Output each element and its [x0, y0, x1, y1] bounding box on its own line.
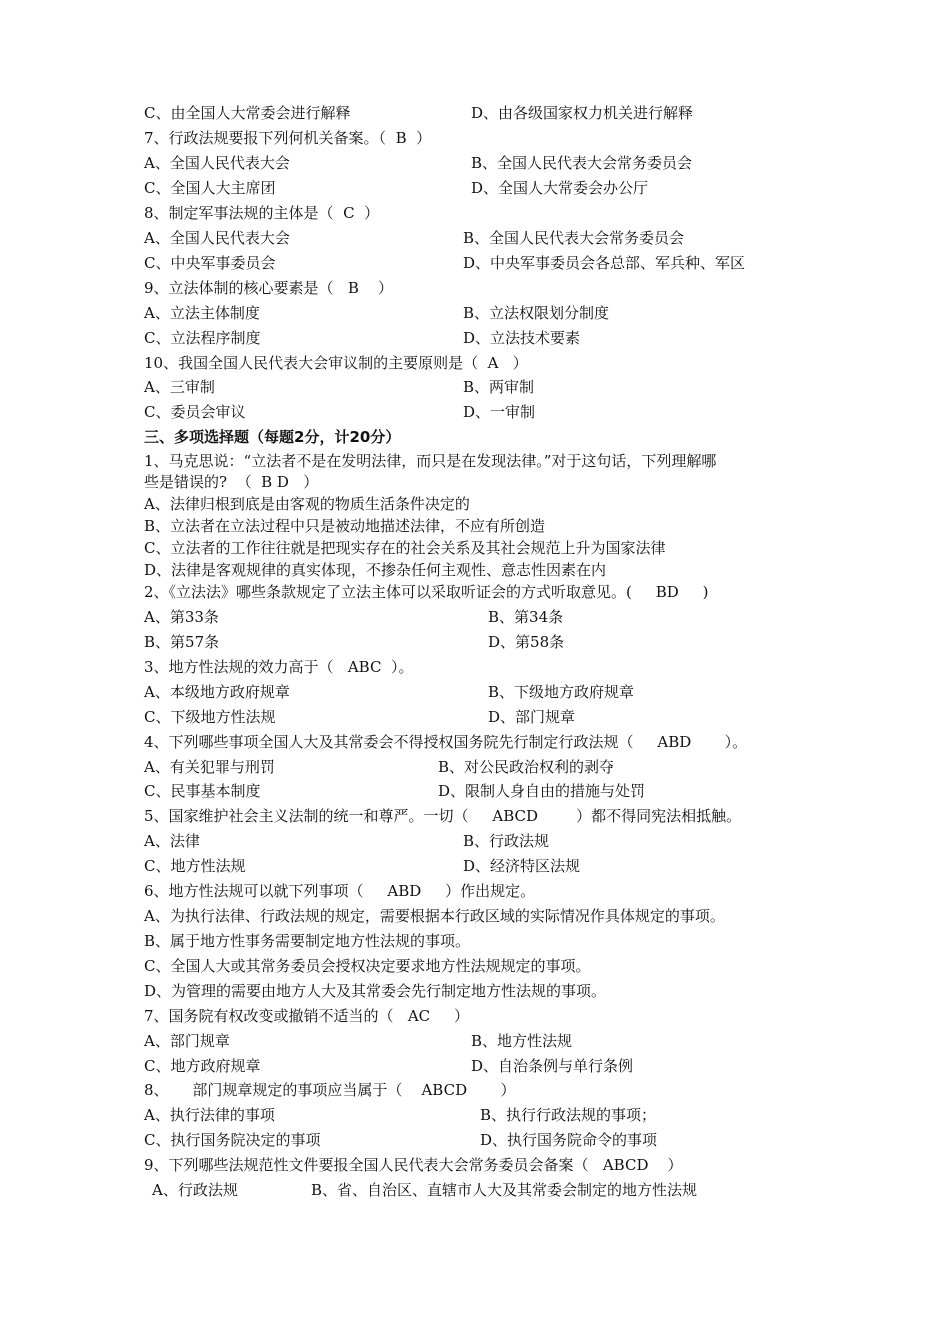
option-c: C、由全国人大常委会进行解释: [144, 104, 351, 122]
sc-question-9: 9、立法体制的核心要素是（ B ）: [144, 279, 393, 297]
option-d: D、执行国务院命令的事项: [480, 1131, 658, 1149]
option-c: C、立法程序制度: [144, 329, 261, 347]
option-a: A、有关犯罪与刑罚: [144, 758, 275, 776]
section-heading: 三、多项选择题（每题2分，计20分）: [144, 428, 401, 446]
option-d: D、法律是客观规律的真实体现，不掺杂任何主观性、意志性因素在内: [144, 561, 607, 579]
option-d: D、自治条例与单行条例: [471, 1057, 634, 1075]
option-c: C、委员会审议: [144, 403, 246, 421]
option-b: B、省、自治区、直辖市人大及其常委会制定的地方性法规: [311, 1181, 698, 1199]
option-d: D、中央军事委员会各总部、军兵种、军区: [463, 254, 746, 272]
option-a: A、立法主体制度: [144, 304, 260, 322]
mc-q9-options-ab: [152, 1180, 698, 1260]
mc-question-1-line2: 些是错误的? （ B D ）: [144, 473, 319, 491]
option-c: C、民事基本制度: [144, 782, 261, 800]
option-a: A、法律: [144, 832, 200, 850]
option-b: B、地方性法规: [471, 1032, 573, 1050]
option-a: A、本级地方政府规章: [144, 683, 290, 701]
option-a: A、执行法律的事项: [144, 1106, 275, 1124]
sc-question-10: 10、我国全国人民代表大会审议制的主要原则是（ A ）: [144, 354, 528, 372]
option-a: A、第33条: [144, 608, 219, 626]
mc-question-8: 8、 部门规章规定的事项应当属于（ ABCD ）: [144, 1081, 516, 1099]
option-a: A、部门规章: [144, 1032, 230, 1050]
mc-question-6: 6、地方性法规可以就下列事项（ ABD ）作出规定。: [144, 882, 536, 900]
option-d: D、部门规章: [488, 708, 576, 726]
mc-question-1-line1: 1、马克思说：“立法者不是在发明法律，而只是在发现法律。”对于这句话，下列理解哪: [144, 452, 717, 470]
sc-question-8: 8、制定军事法规的主体是（ C ）: [144, 204, 380, 222]
option-b: B、对公民政治权利的剥夺: [438, 758, 615, 776]
mc-question-5: 5、国家维护社会主义法制的统一和尊严。一切（ ABCD ）都不得同宪法相抵触。: [144, 807, 742, 825]
option-d: D、限制人身自由的措施与处罚: [438, 782, 646, 800]
option-a: A、全国人民代表大会: [144, 154, 290, 172]
option-b: B、下级地方政府规章: [488, 683, 635, 701]
option-b: B、立法权限划分制度: [463, 304, 610, 322]
mc-question-7: 7、国务院有权改变或撤销不适当的（ AC ）: [144, 1007, 469, 1025]
option-c: B、第57条: [144, 633, 220, 651]
option-c: C、执行国务院决定的事项: [144, 1131, 321, 1149]
option-d: D、由各级国家权力机关进行解释: [471, 104, 694, 122]
option-d: D、立法技术要素: [463, 329, 581, 347]
option-c: C、下级地方性法规: [144, 708, 276, 726]
option-d: D、一审制: [463, 403, 536, 421]
option-b: B、行政法规: [463, 832, 550, 850]
option-c: C、地方性法规: [144, 857, 246, 875]
sc-question-7: 7、行政法规要报下列何机关备案。（ B ）: [144, 129, 432, 147]
option-a: A、三审制: [144, 378, 215, 396]
mc-question-3: 3、地方性法规的效力高于（ ABC ）。: [144, 658, 414, 676]
option-b: B、两审制: [463, 378, 535, 396]
option-d: D、全国人大常委会办公厅: [471, 179, 649, 197]
option-b: B、立法者在立法过程中只是被动地描述法律，不应有所创造: [144, 517, 546, 535]
option-d: D、第58条: [488, 633, 565, 651]
mc-question-9: 9、下列哪些法规范性文件要报全国人民代表大会常务委员会备案（ ABCD ）: [144, 1156, 683, 1174]
option-b: B、执行行政法规的事项；: [480, 1106, 657, 1124]
option-a: A、为执行法律、行政法规的规定，需要根据本行政区域的实际情况作具体规定的事项。: [144, 907, 725, 925]
option-b: B、全国人民代表大会常务委员会: [471, 154, 693, 172]
option-c: C、地方政府规章: [144, 1057, 261, 1075]
option-c: C、全国人大主席团: [144, 179, 276, 197]
option-a: A、法律归根到底是由客观的物质生活条件决定的: [144, 495, 470, 513]
option-b: B、属于地方性事务需要制定地方性法规的事项。: [144, 932, 471, 950]
option-d: D、经济特区法规: [463, 857, 581, 875]
mc-question-4: 4、下列哪些事项全国人大及其常委会不得授权国务院先行制定行政法规（ ABD ）。: [144, 733, 748, 751]
option-c: C、全国人大或其常务委员会授权决定要求地方性法规规定的事项。: [144, 957, 591, 975]
option-b: B、第34条: [488, 608, 564, 626]
option-c: C、立法者的工作往往就是把现实存在的社会关系及其社会规范上升为国家法律: [144, 539, 666, 557]
option-a: A、行政法规: [152, 1181, 238, 1199]
option-d: D、为管理的需要由地方人大及其常委会先行制定地方性法规的事项。: [144, 982, 607, 1000]
option-b: B、全国人民代表大会常务委员会: [463, 229, 685, 247]
option-c: C、中央军事委员会: [144, 254, 276, 272]
mc-question-2: 2、《立法法》哪些条款规定了立法主体可以采取听证会的方式听取意见。( BD ): [144, 583, 709, 601]
option-a: A、全国人民代表大会: [144, 229, 290, 247]
